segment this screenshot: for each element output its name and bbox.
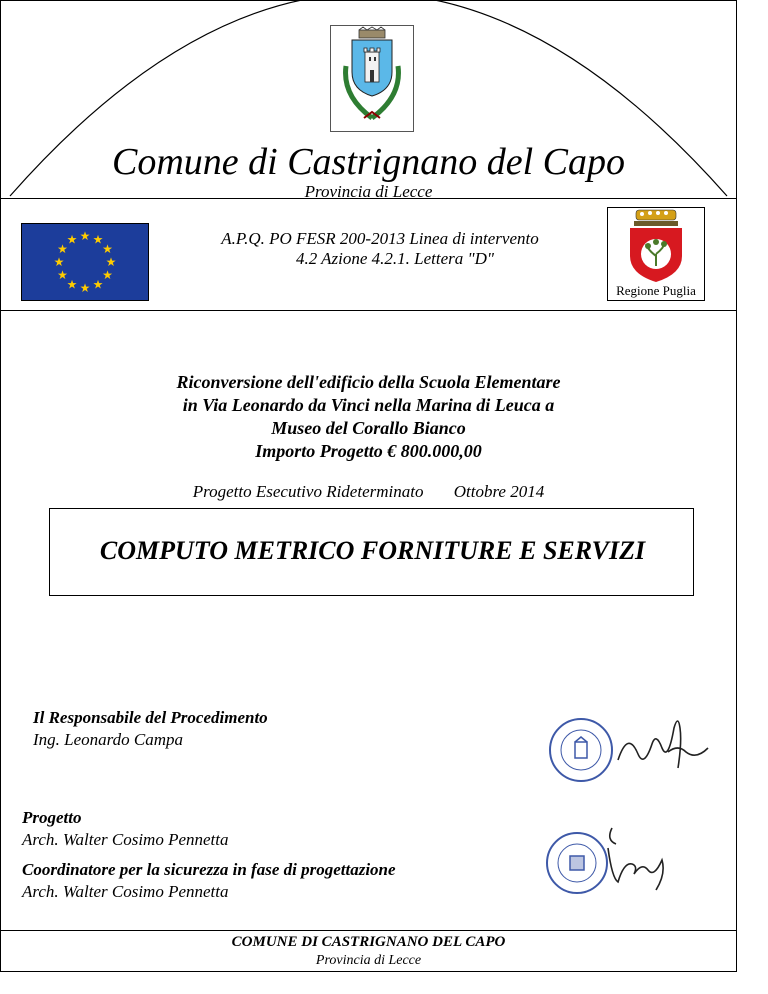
rup-signature — [610, 712, 720, 792]
eu-star-icon: ★ — [57, 268, 68, 282]
municipal-stamp — [549, 718, 613, 782]
eu-star-icon: ★ — [102, 242, 113, 256]
funding-reference — [150, 229, 610, 269]
design-role: Progetto — [22, 808, 82, 827]
safety-name: Arch. Walter Cosimo Pennetta — [22, 882, 229, 901]
region-label: Regione Puglia — [616, 283, 696, 298]
eu-star-icon: ★ — [57, 242, 68, 256]
subject-line: in Via Leonardo da Vinci nella Marina di Leuca a — [182, 395, 555, 415]
eu-star-icon: ★ — [92, 232, 104, 247]
phase-label: Progetto Esecutivo Rideterminato — [192, 482, 424, 501]
document-title: COMPUTO METRICO FORNITURE E SERVIZI — [99, 536, 646, 565]
subject-line: Importo Progetto € 800.000,00 — [255, 441, 482, 461]
eu-star-icon: ★ — [102, 268, 113, 282]
municipal-coat-of-arms — [330, 25, 414, 132]
subject-line: Museo del Corallo Bianco — [271, 418, 466, 438]
eu-star-icon: ★ — [66, 232, 78, 247]
eu-star-icon: ★ — [105, 255, 117, 269]
eu-star-icon: ★ — [66, 277, 78, 292]
project-subject — [0, 371, 737, 463]
divider-funding — [0, 310, 737, 311]
town-title: Comune di Castrignano del Capo — [111, 141, 626, 183]
regione-puglia-logo — [607, 207, 705, 301]
divider-footer — [0, 930, 737, 931]
funding-line-2: 4.2 Azione 4.2.1. Lettera "D" — [295, 249, 495, 268]
safety-role: Coordinatore per la sicurezza in fase di progettazione — [22, 860, 396, 879]
province-subtitle: Provincia di Lecce — [304, 182, 433, 201]
eu-star-icon: ★ — [92, 277, 104, 292]
eu-star-icon: ★ — [79, 229, 91, 243]
rup-role: Il Responsabile del Procedimento — [33, 708, 268, 727]
phase-date: Ottobre 2014 — [453, 482, 545, 501]
design-name: Arch. Walter Cosimo Pennetta — [22, 830, 229, 849]
project-phase — [0, 482, 737, 502]
eu-star-icon: ★ — [53, 255, 65, 269]
footer-province: Provincia di Lecce — [315, 953, 422, 968]
document-title-box — [49, 508, 694, 596]
subject-line: Riconversione dell'edificio della Scuola Elementare — [176, 372, 561, 392]
footer-title: COMUNE DI CASTRIGNANO DEL CAPO — [231, 934, 506, 950]
eu-flag — [21, 223, 149, 301]
eu-star-icon: ★ — [79, 281, 91, 295]
rup-name: Ing. Leonardo Campa — [33, 730, 184, 749]
design-signature — [598, 818, 678, 898]
funding-line-1: A.P.Q. PO FESR 200-2013 Linea di intervento — [221, 229, 539, 248]
